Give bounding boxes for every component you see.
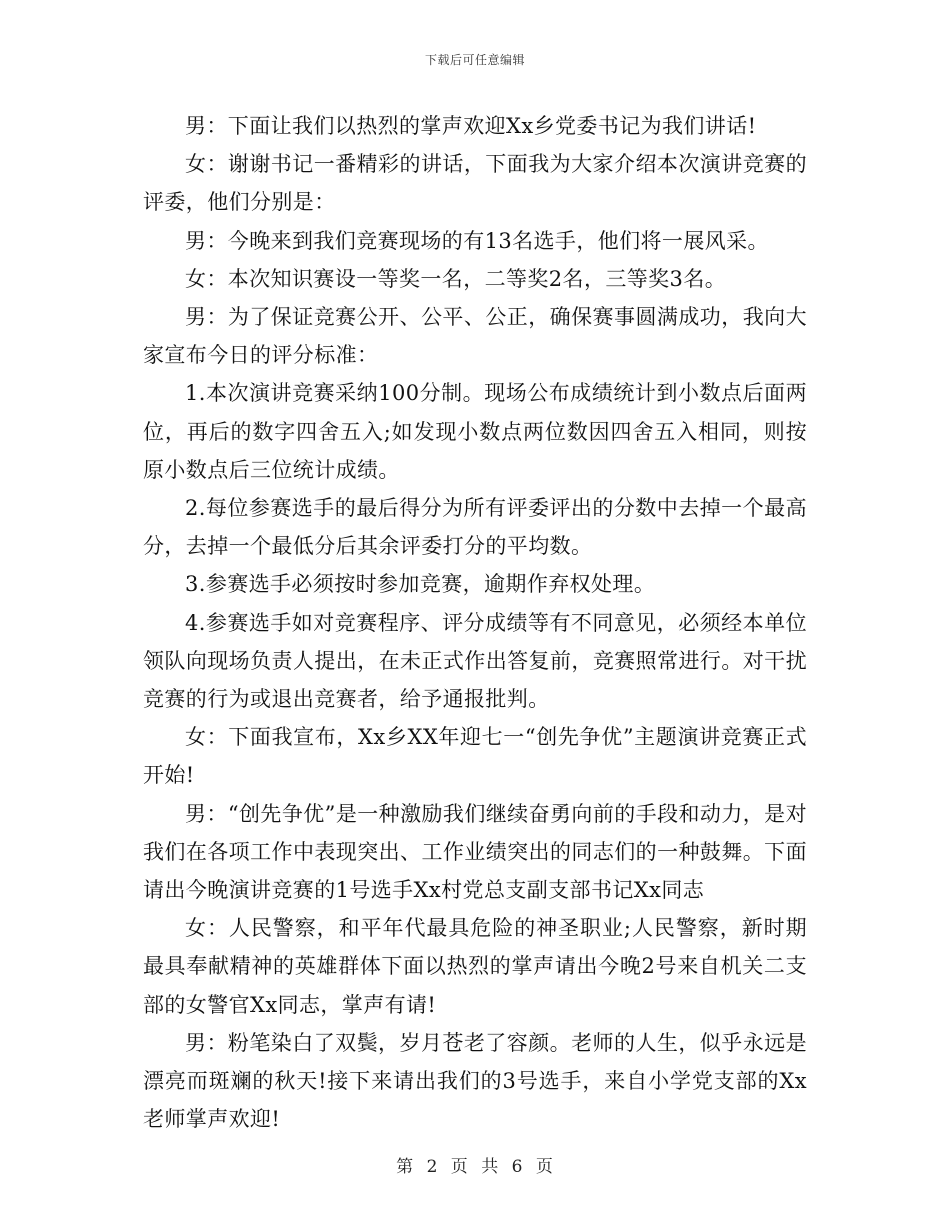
paragraph: 3.参赛选手必须按时参加竞赛，逾期作弃权处理。	[185, 572, 656, 597]
paragraph: 女：谢谢书记一番精彩的讲话，下面我为大家介绍本次演讲竞赛的评委，他们分别是：	[143, 152, 807, 215]
paragraph: 女：本次知识赛设一等奖一名，二等奖2名，三等奖3名。	[185, 266, 727, 291]
page-number-footer: 第 2 页 共 6 页	[396, 1157, 554, 1177]
paragraph: 男：“创先争优”是一种激励我们继续奋勇向前的手段和动力，是对我们在各项工作中表现突出、工作业绩突出的同志们的一种鼓舞。下面请出今晚演讲竞赛的1号选手Xx村党总支副支部书记Xx同志	[143, 801, 807, 903]
paragraph: 女：人民警察，和平年代最具危险的神圣职业;人民警察，新时期最具奉献精神的英雄群体下面以热烈的掌声请出今晚2号来自机关二支部的女警官Xx同志，掌声有请!	[143, 916, 807, 1017]
paragraph: 2.每位参赛选手的最后得分为所有评委评出的分数中去掉一个最高分，去掉一个最低分后其余评委打分的平均数。	[143, 496, 807, 559]
paragraph: 男：为了保证竞赛公开、公平、公正，确保赛事圆满成功，我向大家宣布今日的评分标准：	[143, 305, 807, 368]
document-body	[143, 107, 807, 1138]
paragraph: 女：下面我宣布，Xx乡XX年迎七一“创先争优”主题演讲竞赛正式开始!	[143, 725, 807, 788]
paragraph: 男：今晚来到我们竞赛现场的有13名选手，他们将一展风采。	[185, 228, 769, 253]
page-header: 下载后可任意编辑	[424, 53, 525, 67]
paragraph: 男：粉笔染白了双鬓，岁月苍老了容颜。老师的人生，似乎永远是漂亮而斑斓的秋天!接下来请出我们的3号选手，来自小学党支部的Xx老师掌声欢迎!	[143, 1030, 807, 1132]
paragraph: 4.参赛选手如对竞赛程序、评分成绩等有不同意见，必须经本单位领队向现场负责人提出，在未正式作出答复前，竞赛照常进行。对干扰竞赛的行为或退出竞赛者，给予通报批判。	[143, 610, 807, 712]
paragraph: 1.本次演讲竞赛采纳100分制。现场公布成绩统计到小数点后面两位，再后的数字四舍五入;如发现小数点两位数因四舍五入相同，则按原小数点后三位统计成绩。	[143, 381, 807, 482]
paragraph: 男：下面让我们以热烈的掌声欢迎Xx乡党委书记为我们讲话!	[185, 114, 757, 138]
